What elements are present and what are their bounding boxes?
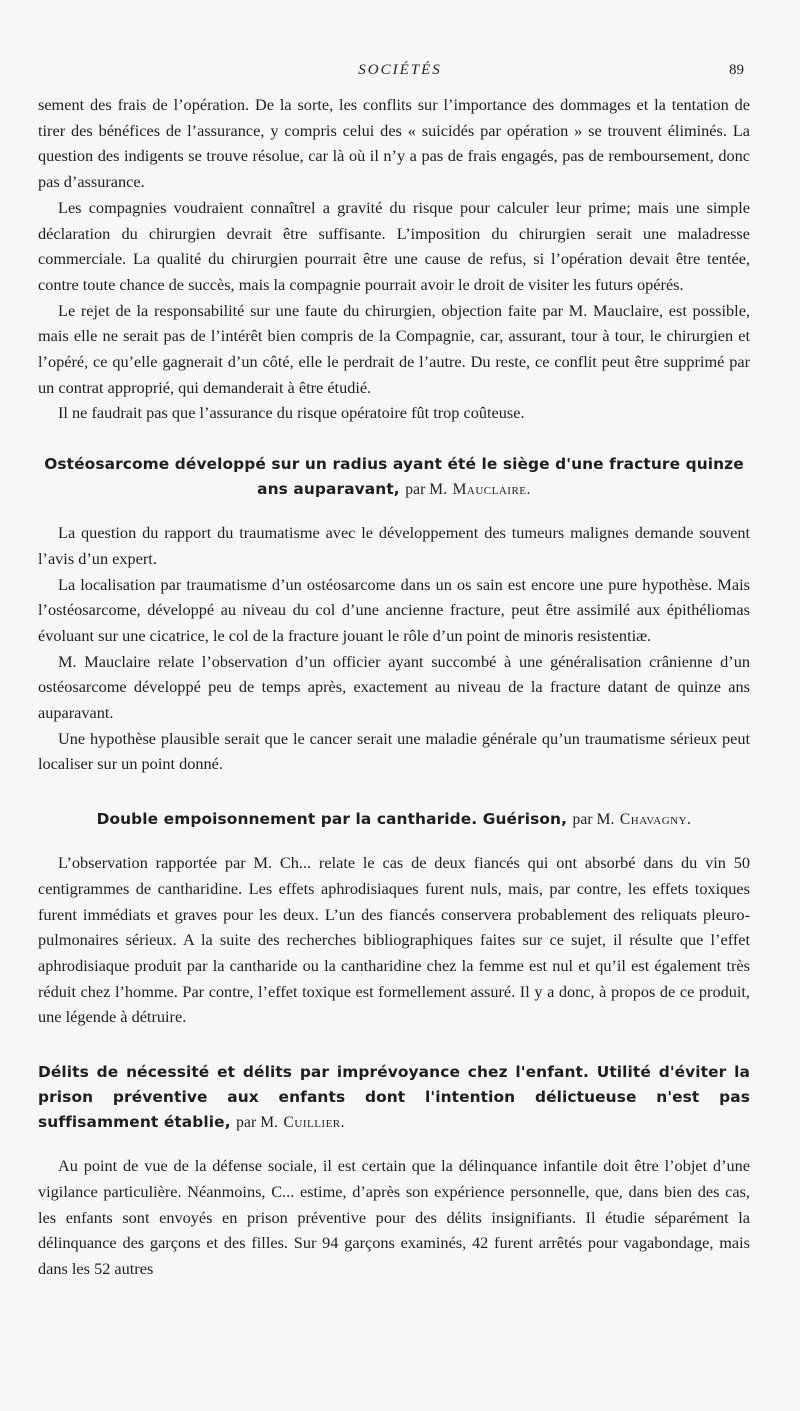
- section-osteosarcome: [38, 452, 750, 777]
- section-heading: [38, 807, 750, 832]
- section-heading: [38, 452, 750, 502]
- paragraph: L’observation rapportée par M. Ch... relate le cas de deux fiancés qui ont absorbé dans du vin 50 centigrammes de cantharidine. Les effets aphrodisiaques furent nuls, mais, par contre, les effets toxiques furent immédiats et graves pour les deux. L’un des fiancés conservera probablement des reliquats pleuro-pulmonaires sérieux. A la suite des recherches bibliographiques faites sur ce sujet, il résulte que l’effet aphrodisiaque produit par la cantharide ou la cantharidine chez la femme est nul et qu’il est également très réduit chez l’homme. Par contre, l’effet toxique est formellement assuré. Il y a donc, à propos de ce produit, une légende à détruire.: [38, 853, 750, 1027]
- page-number: 89: [729, 62, 744, 78]
- paragraph: Le rejet de la responsabilité sur une faute du chirurgien, objection faite par M. Mauclaire, est possible, mais elle ne serait pas de l’intérêt bien compris de la Compagnie, car, assurant, tour à tour, le chirurgien et l’opéré, ce qu’elle gagnerait d’un côté, elle le perdrait de l’autre. Du reste, ce conflit peut être supprimé par un contrat approprié, qui demanderait à être étudié.: [38, 300, 750, 397]
- section-title: Délits de nécessité et délits par imprévoyance chez l'enfant. Utilité d'éviter la prison préventive aux enfants dont l'intention délictueuse n'est pas suffisamment établie,: [38, 1063, 750, 1132]
- running-title: SOCIÉTÉS: [358, 62, 442, 78]
- section-by: par M.: [405, 481, 448, 499]
- paragraph: sement des frais de l’opération. De la sorte, les conflits sur l’importance des dommages et la tentation de tirer des bénéfices de l’assurance, y compris celui des « suicidés par opération » se trouvent éliminés. La question des indigents se trouve résolue, car là où il n’y a pas de frais engagés, pas de remboursement, donc pas d’assurance.: [38, 95, 750, 192]
- running-head: [0, 62, 800, 82]
- section-cantharide: [38, 807, 750, 1030]
- page-body: [38, 92, 750, 1282]
- section-by: par M.: [572, 811, 615, 829]
- paragraph: Au point de vue de la défense sociale, il est certain que la délinquance infantile doit être l’objet d’une vigilance particulière. Néanmoins, C... estime, d’après son expérience personnelle, que, dans bien des cas, les enfants sont envoyés en prison préventive pour des délits insignifiants. Il étudie séparément la délinquance des garçons et des filles. Sur 94 garçons examinés, 42 furent arrêtés pour vagabondage, mais dans les 52 autres: [38, 1156, 750, 1278]
- section-author: Cuillier.: [283, 1114, 346, 1132]
- section-title: Ostéosarcome développé sur un radius ayant été le siège d'une fracture quinze ans auparavant,: [44, 455, 744, 499]
- section-by: par M.: [236, 1114, 279, 1132]
- paragraph: Une hypothèse plausible serait que le cancer serait une maladie générale qu’un traumatisme sérieux peut localiser sur un point donné.: [38, 728, 750, 774]
- section-delits: [38, 1060, 750, 1282]
- paragraph: La localisation par traumatisme d’un ostéosarcome dans un os sain est encore une pure hypothèse. Mais l’ostéosarcome, développé au niveau du col d’une ancienne fracture, peut être assimilé aux épithéliomas évoluant sur une cicatrice, le col de la fracture jouant le rôle d’un point de minoris resistentiæ.: [38, 574, 750, 645]
- paragraph: M. Mauclaire relate l’observation d’un officier ayant succombé à une généralisation crânienne d’un ostéosarcome développé peu de temps après, exactement au niveau de la fracture datant de quinze ans auparavant.: [38, 651, 750, 723]
- paragraph: Il ne faudrait pas que l’assurance du risque opératoire fût trop coûteuse.: [58, 403, 525, 423]
- paragraph: Les compagnies voudraient connaîtrel a gravité du risque pour calculer leur prime; mais une simple déclaration du chirurgien devrait être suffisante. L’imposition du chirurgien serait une maladresse commerciale. La qualité du chirurgien pourrait être une cause de refus, si l’opération devait être tentée, contre toute chance de succès, mais la compagnie pourrait avoir le droit de visiter les futurs opérés.: [38, 197, 750, 294]
- section-author: Chavagny.: [619, 811, 692, 829]
- section-heading: [38, 1060, 750, 1135]
- section-author: Mauclaire.: [452, 481, 531, 499]
- section-title: Double empoisonnement par la cantharide. Guérison,: [96, 810, 568, 829]
- paragraph: La question du rapport du traumatisme avec le développement des tumeurs malignes demande souvent l’avis d’un expert.: [38, 523, 750, 568]
